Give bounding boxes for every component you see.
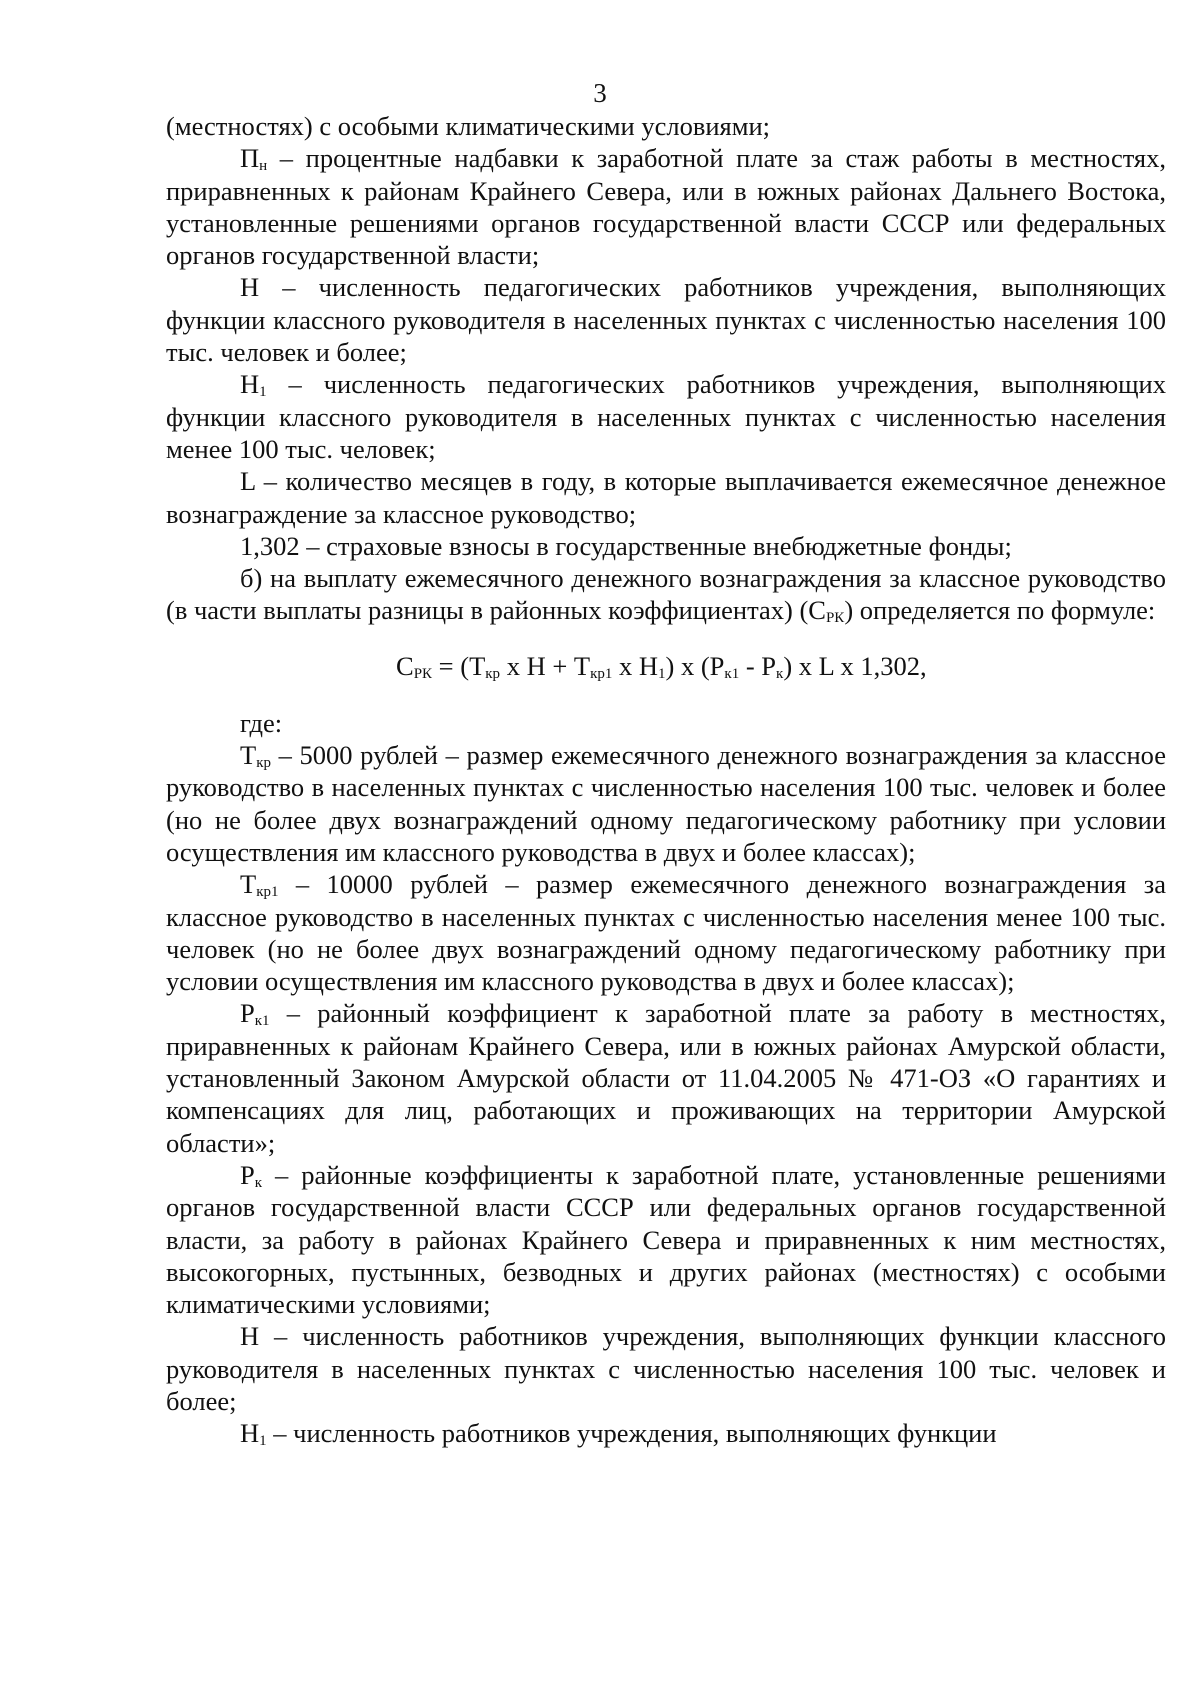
symbol-subscript: кр1 — [256, 884, 279, 901]
item-tail: ) определяется по формуле: — [844, 595, 1156, 626]
paragraph-where: где: — [240, 707, 283, 738]
paragraph-n1-definition — [166, 368, 1166, 465]
formula-part: - Р — [739, 650, 777, 681]
symbol-subscript: 1 — [259, 384, 267, 401]
paragraph-n-workers-definition: Н – численность работников учреждения, выполняющих функции классного руководителя в населенных пунктах с численностью населения 100 тыс. человек и более; — [166, 1321, 1166, 1416]
formula-part: х Н — [612, 650, 659, 681]
paragraph-l-definition: L – количество месяцев в году, в которые выплачивается ежемесячное денежное вознаграждение за классное руководство; — [166, 466, 1166, 529]
paragraph-b-item — [166, 562, 1166, 627]
item-text: б) на выплату ежемесячного денежного вознаграждения за классное руководство (в части выплаты разницы в районных коэффициентах) (С — [166, 563, 1166, 626]
symbol-subscript: РК — [825, 610, 845, 627]
symbol-subscript: кр — [256, 755, 271, 772]
paragraph-tkr-definition — [166, 739, 1166, 868]
symbol: П — [240, 143, 260, 174]
page-number: 3 — [593, 78, 607, 108]
definition-text: – районные коэффициенты к заработной плате, установленные решениями органов государственной власти СССР или федеральных органов государственной власти, за работу в районах Крайнего Севера и приравненных к ним местностях, высокогорных, пустынных, безводных и других районах (местностях) с особыми климатическими условиями; — [166, 1159, 1166, 1320]
formula-part: = (Т — [432, 650, 486, 681]
formula-subscript: кр — [485, 665, 501, 682]
formula-subscript: к1 — [724, 665, 740, 682]
paragraph-n1-workers-definition — [166, 1417, 1166, 1449]
definition-text: – процентные надбавки к заработной плате за стаж работы в местностях, приравненных к районам Крайнего Севера, или в южных районах Дальнего Востока, установленные решениями органов государственной власти СССР или федеральных органов государственной власти; — [166, 143, 1166, 271]
symbol-subscript: н — [259, 158, 268, 175]
formula-subscript: кр1 — [590, 665, 613, 682]
definition-text: – 5000 рублей – размер ежемесячного денежного вознаграждения за классное руководство в населенных пунктах с численностью населения 100 тыс. человек и более (но не более двух вознаграждений одному педагогическому работнику при условии осуществления им классного руководства в двух и более классах); — [166, 740, 1166, 867]
definition-text: – численность педагогических работников учреждения, выполняющих функции классного руководителя в населенных пунктах с численностью населения менее 100 тыс. человек; — [166, 369, 1166, 464]
definition-text: – районный коэффициент к заработной плате за работу в местностях, приравненных к районам Крайнего Севера, или в южных районах Амурской области, установленный Законом Амурской области от 11.04.2005 № 471-ОЗ «О гарантиях и компенсациях для лиц, работающих и проживающих на территории Амурской области»; — [166, 998, 1166, 1158]
formula-subscript: 1 — [658, 665, 666, 682]
paragraph-insurance-definition: 1,302 – страховые взносы в государственные внебюджетные фонды; — [240, 530, 1012, 561]
paragraph-tkr1-definition — [166, 868, 1166, 997]
formula-part: х Н + Т — [500, 650, 591, 681]
definition-text: – численность работников учреждения, выполняющих функции — [266, 1418, 997, 1449]
symbol: Т — [240, 740, 257, 771]
symbol: Р — [240, 1159, 255, 1190]
symbol-subscript: к1 — [254, 1013, 270, 1030]
formula-part: С — [396, 650, 414, 681]
paragraph-pn-definition — [166, 142, 1166, 271]
definition-text: – 10000 рублей – размер ежемесячного денежного вознаграждения за классное руководство в населенных пунктах с численностью населения менее 100 тыс. человек (но не более двух вознаграждений одному педагогическому работнику при условии осуществления им классного руководства в двух и более классах); — [166, 869, 1166, 997]
document-body — [166, 110, 1166, 1450]
paragraph-n-definition: Н – численность педагогических работников учреждения, выполняющих функции классного руководителя в населенных пунктах с численностью населения 100 тыс. человек и более; — [166, 272, 1166, 368]
formula-part: ) х (Р — [665, 650, 725, 681]
formula — [166, 649, 1166, 683]
symbol: Т — [240, 869, 257, 900]
formula-subscript: РК — [413, 665, 433, 682]
paragraph-rk1-definition — [166, 997, 1166, 1158]
paragraph-rk-definition — [166, 1159, 1166, 1320]
symbol: Н — [240, 1418, 260, 1449]
formula-subscript: к — [776, 665, 784, 682]
paragraph-continuation: (местностях) с особыми климатическими условиями; — [166, 111, 771, 141]
symbol-subscript: 1 — [259, 1433, 267, 1450]
formula-part: ) х L х 1,302, — [783, 650, 927, 681]
symbol: Р — [240, 998, 255, 1029]
symbol: Н — [240, 369, 260, 400]
symbol-subscript: к — [254, 1174, 263, 1191]
